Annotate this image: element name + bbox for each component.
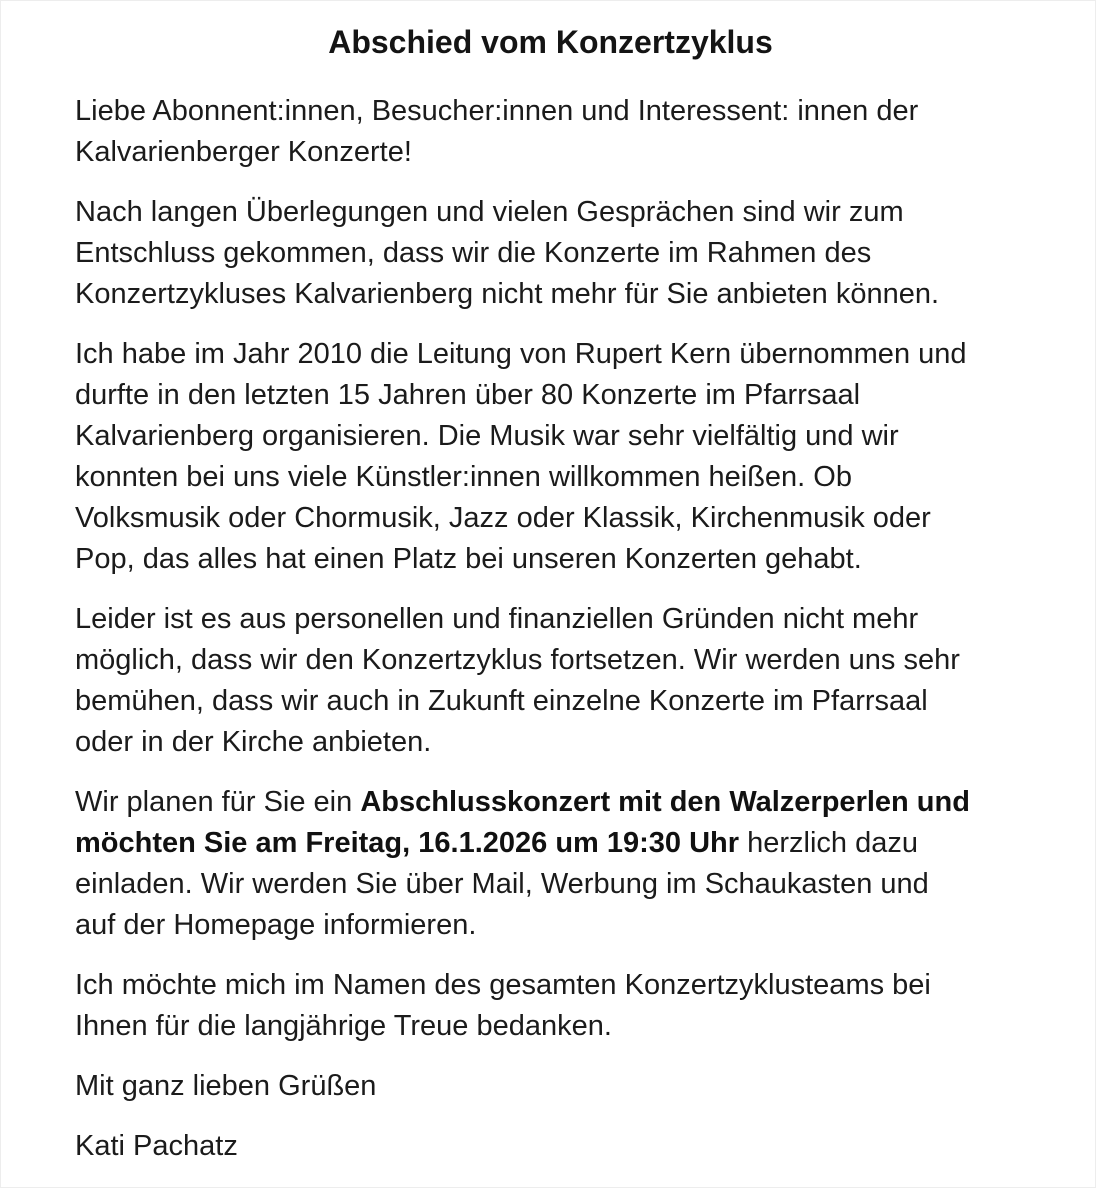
paragraph-line bbox=[75, 192, 1026, 233]
paragraph-line bbox=[75, 823, 1026, 864]
paragraph bbox=[75, 965, 1026, 1047]
paragraph bbox=[75, 334, 1026, 580]
text-run: einladen. Wir werden Sie über Mail, Werbung im Schaukasten und bbox=[75, 868, 929, 900]
document-title: Abschied vom Konzertzyklus bbox=[328, 24, 773, 60]
text-run: Wir planen für Sie ein bbox=[75, 786, 361, 818]
text-run: Nach langen Überlegungen und vielen Gesprächen sind wir zum bbox=[75, 196, 904, 228]
text-run: Kalvarienberger Konzerte! bbox=[75, 136, 412, 168]
paragraph bbox=[75, 1126, 1026, 1167]
paragraph-line bbox=[75, 498, 1026, 539]
paragraph-line bbox=[75, 233, 1026, 274]
text-run: Kati Pachatz bbox=[75, 1130, 238, 1162]
paragraph-line bbox=[75, 539, 1026, 580]
paragraph-line bbox=[75, 1006, 1026, 1047]
text-run: herzlich dazu bbox=[739, 827, 918, 859]
text-run: Leider ist es aus personellen und finanziellen Gründen nicht mehr bbox=[75, 603, 919, 635]
paragraph-line bbox=[75, 965, 1026, 1006]
text-run: auf der Homepage informieren. bbox=[75, 909, 477, 941]
paragraph-line bbox=[75, 416, 1026, 457]
text-run: Liebe Abonnent:innen, Besucher:innen und Interessent: innen der bbox=[75, 95, 919, 127]
paragraph-line bbox=[75, 681, 1026, 722]
text-run: Ich habe im Jahr 2010 die Leitung von Rupert Kern übernommen und bbox=[75, 338, 967, 370]
paragraph-line bbox=[75, 132, 1026, 173]
text-run: konnten bei uns viele Künstler:innen willkommen heißen. Ob bbox=[75, 461, 852, 493]
paragraph-line bbox=[75, 274, 1026, 315]
text-run: möglich, dass wir den Konzertzyklus fortsetzen. Wir werden uns sehr bbox=[75, 644, 960, 676]
paragraph-line bbox=[75, 375, 1026, 416]
bold-text-run: möchten Sie am Freitag, 16.1.2026 um 19:30 Uhr bbox=[75, 827, 740, 859]
paragraph-line bbox=[75, 905, 1026, 946]
text-run: Kalvarienberg organisieren. Die Musik war sehr vielfältig und wir bbox=[75, 420, 899, 452]
paragraph-line bbox=[75, 1066, 1026, 1107]
paragraph-line bbox=[75, 599, 1026, 640]
document-body bbox=[75, 91, 1026, 1167]
paragraph bbox=[75, 1066, 1026, 1107]
paragraph-line bbox=[75, 782, 1026, 823]
paragraph-line bbox=[75, 91, 1026, 132]
paragraph-line bbox=[75, 457, 1026, 498]
paragraph bbox=[75, 91, 1026, 173]
text-run: Entschluss gekommen, dass wir die Konzerte im Rahmen des bbox=[75, 237, 872, 269]
paragraph bbox=[75, 192, 1026, 315]
text-run: Volksmusik oder Chormusik, Jazz oder Klassik, Kirchenmusik oder bbox=[75, 502, 931, 534]
text-run: Konzertzykluses Kalvarienberg nicht mehr für Sie anbieten können. bbox=[75, 278, 940, 310]
bold-text-run: Abschlusskonzert mit den Walzerperlen und bbox=[360, 786, 970, 818]
paragraph-line bbox=[75, 722, 1026, 763]
paragraph-line bbox=[75, 640, 1026, 681]
text-run: Pop, das alles hat einen Platz bei unseren Konzerten gehabt. bbox=[75, 543, 862, 575]
paragraph-line bbox=[75, 1126, 1026, 1167]
text-run: Mit ganz lieben Grüßen bbox=[75, 1070, 377, 1102]
text-run: durfte in den letzten 15 Jahren über 80 Konzerte im Pfarrsaal bbox=[75, 379, 861, 411]
paragraph bbox=[75, 782, 1026, 946]
paragraph-line bbox=[75, 864, 1026, 905]
text-run: oder in der Kirche anbieten. bbox=[75, 726, 432, 758]
text-run: Ihnen für die langjährige Treue bedanken. bbox=[75, 1010, 612, 1042]
text-run: Ich möchte mich im Namen des gesamten Konzertzyklusteams bei bbox=[75, 969, 931, 1001]
paragraph bbox=[75, 599, 1026, 763]
paragraph-line bbox=[75, 334, 1026, 375]
text-run: bemühen, dass wir auch in Zukunft einzelne Konzerte im Pfarrsaal bbox=[75, 685, 928, 717]
